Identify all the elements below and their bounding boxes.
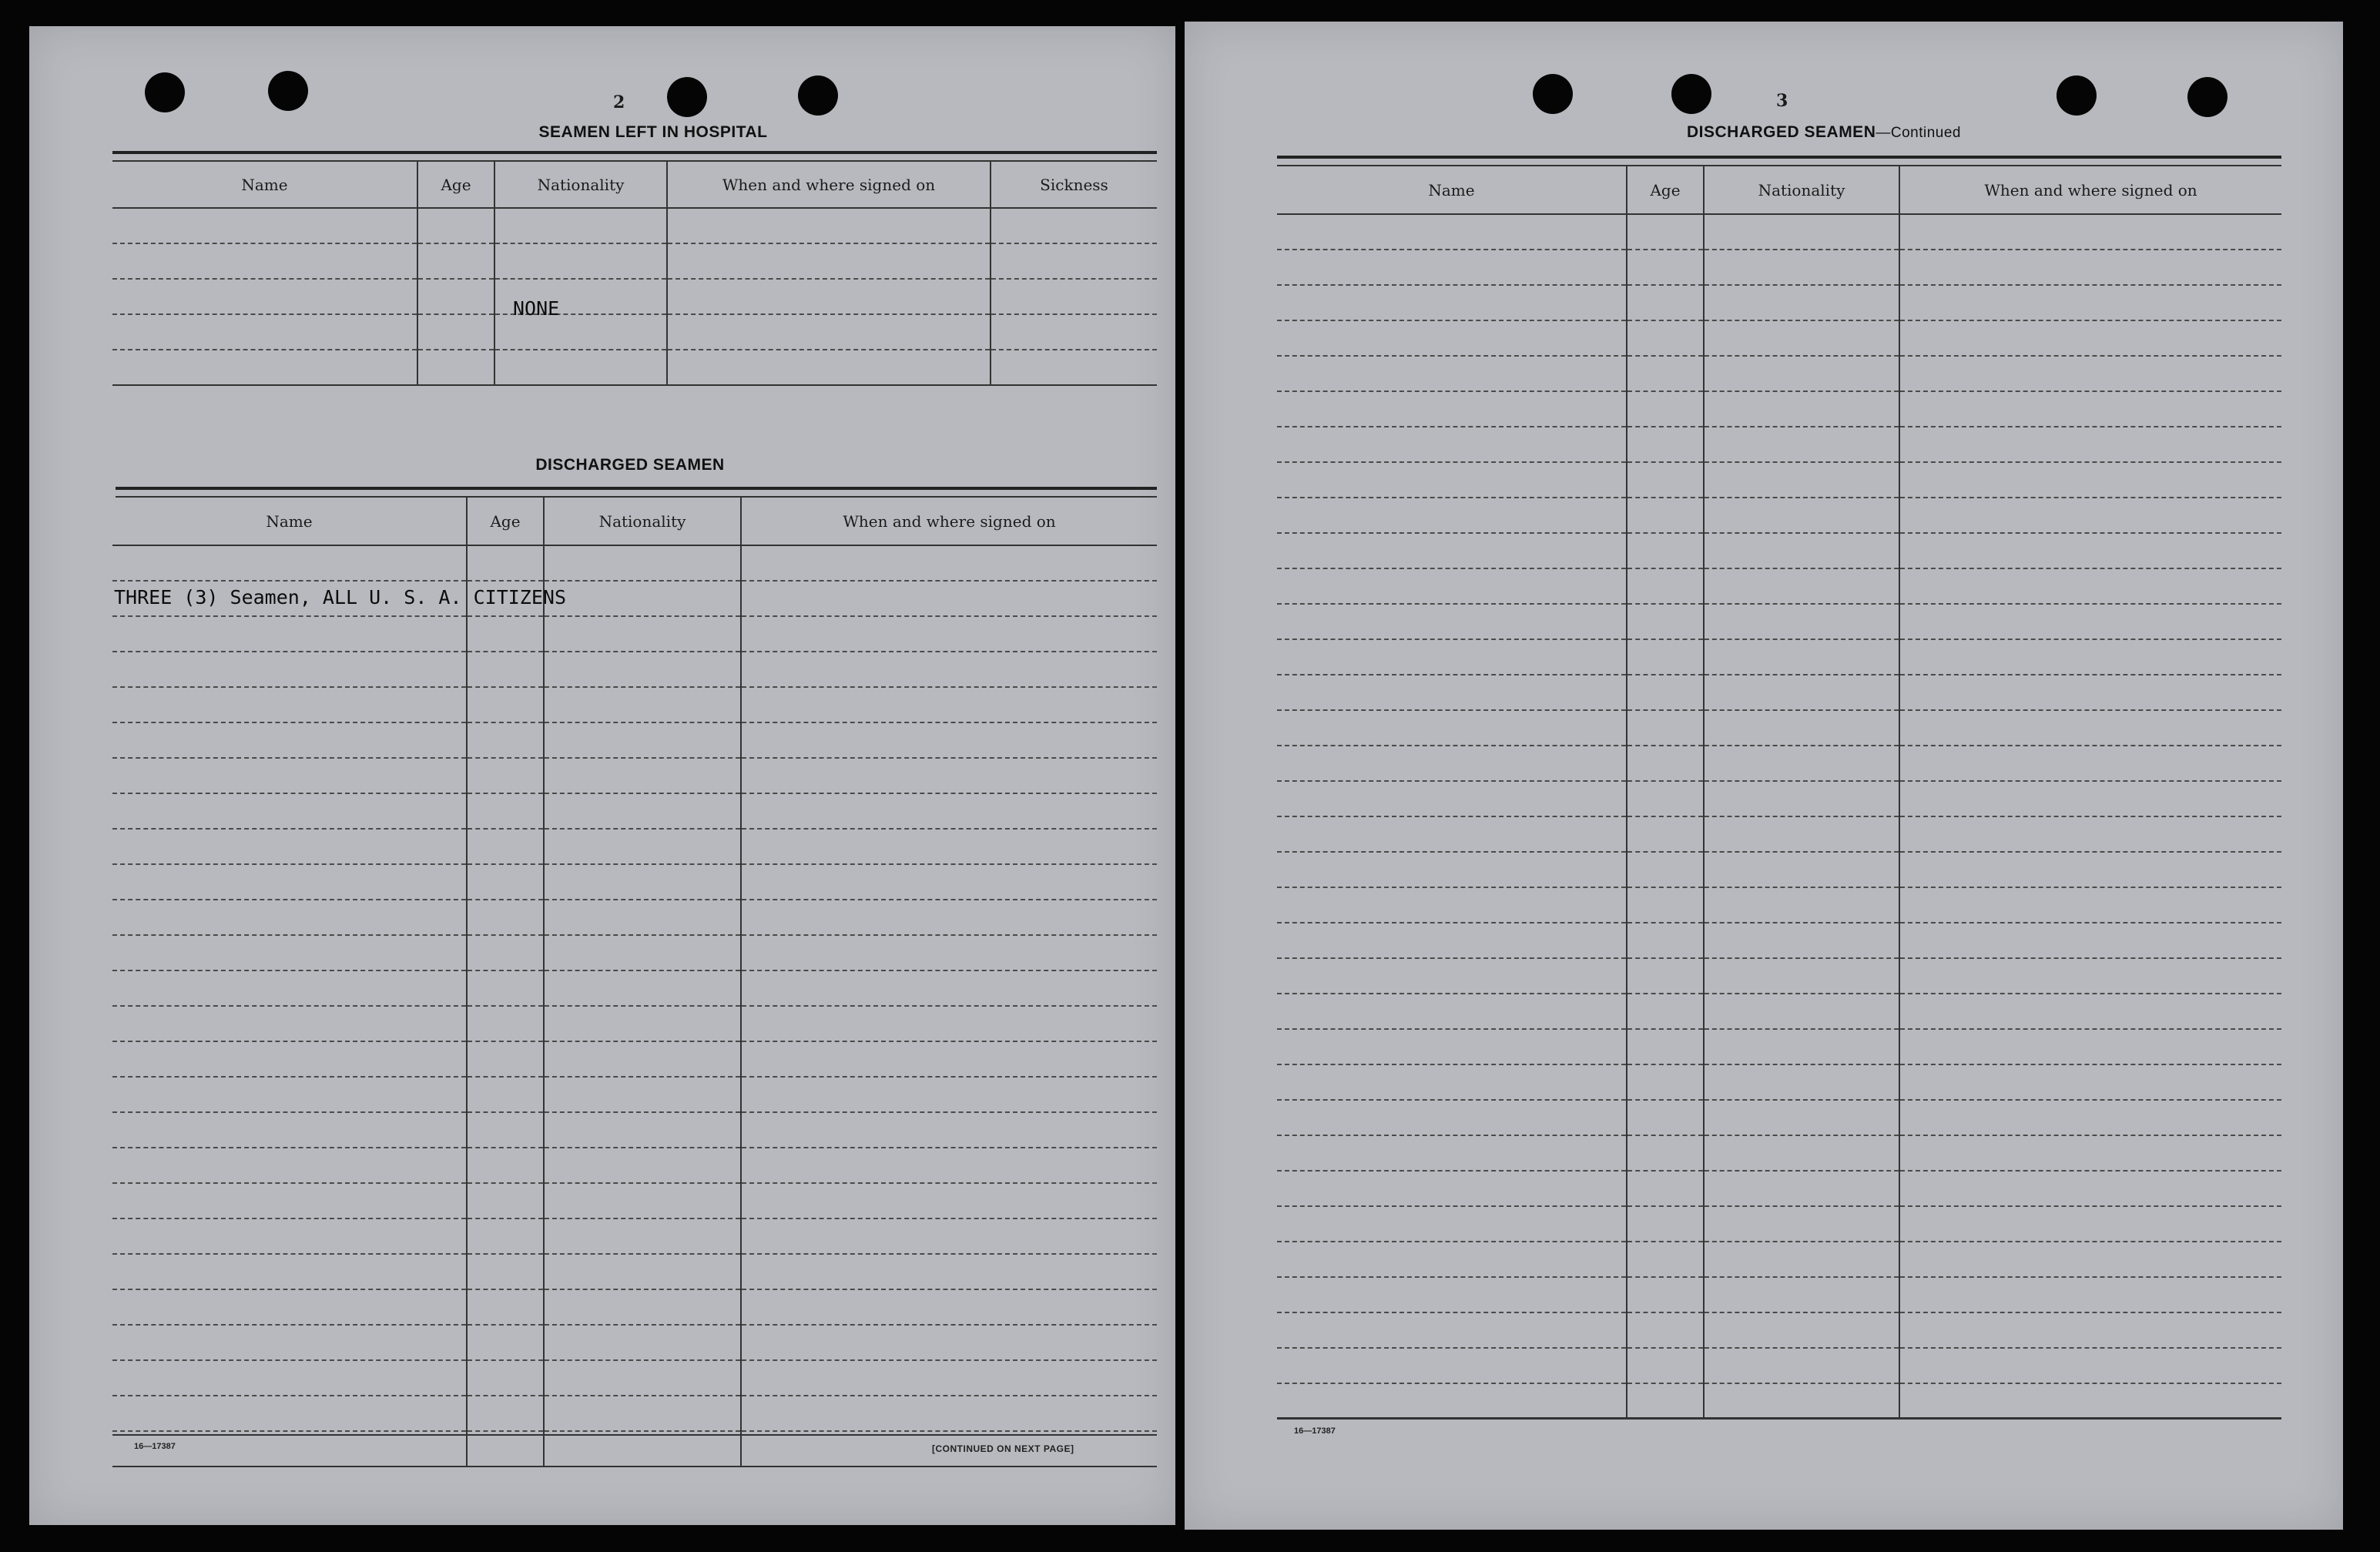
table-row xyxy=(1277,250,2281,285)
table-row xyxy=(112,900,1157,935)
punch-hole xyxy=(798,75,838,116)
table-row xyxy=(1277,604,2281,639)
column-header-age: Age xyxy=(467,498,544,545)
table-row xyxy=(1277,1064,2281,1100)
table-row xyxy=(1277,710,2281,746)
table-row xyxy=(112,1254,1157,1289)
table-row xyxy=(112,1325,1157,1360)
discharged-continued-title xyxy=(1570,123,2078,142)
table-row xyxy=(1277,994,2281,1029)
table-row xyxy=(112,208,1157,243)
table-row xyxy=(112,758,1157,793)
table-row xyxy=(1277,639,2281,675)
table-row xyxy=(1277,1242,2281,1277)
punch-hole xyxy=(667,77,707,117)
table-row xyxy=(1277,852,2281,887)
punch-hole xyxy=(268,71,308,111)
continued-note: [CONTINUED ON NEXT PAGE] xyxy=(932,1443,1074,1454)
table-row xyxy=(1277,781,2281,816)
table-row xyxy=(1277,1206,2281,1242)
table-row xyxy=(112,687,1157,722)
table-row xyxy=(1277,533,2281,568)
table-row xyxy=(1277,1383,2281,1419)
table-row xyxy=(112,935,1157,970)
column-header-signed-on: When and where signed on xyxy=(1899,166,2281,214)
bottom-rule xyxy=(1277,1417,2281,1419)
title-suffix: —Continued xyxy=(1876,125,1961,141)
table-row xyxy=(1277,887,2281,923)
table-row xyxy=(1277,816,2281,852)
table-row xyxy=(1277,1135,2281,1171)
table-row xyxy=(1277,285,2281,320)
table-row xyxy=(1277,675,2281,710)
title-main: DISCHARGED SEAMEN xyxy=(1687,123,1876,141)
column-header-age: Age xyxy=(417,162,494,208)
hospital-table xyxy=(112,162,1157,386)
column-header-name: Name xyxy=(112,498,467,545)
table-row xyxy=(1277,1312,2281,1348)
table-row xyxy=(112,1396,1157,1431)
table-row xyxy=(112,1289,1157,1325)
column-header-sickness: Sickness xyxy=(991,162,1157,208)
table-row xyxy=(112,829,1157,864)
table-row xyxy=(112,1041,1157,1077)
table-row xyxy=(112,864,1157,900)
punch-hole xyxy=(2057,75,2097,116)
table-row xyxy=(112,1360,1157,1396)
left-page xyxy=(29,26,1175,1525)
table-row xyxy=(112,1218,1157,1254)
discharged-top-rule xyxy=(116,487,1157,490)
column-header-nationality: Nationality xyxy=(544,498,741,545)
table-row xyxy=(112,1112,1157,1148)
right-page xyxy=(1185,22,2343,1530)
bottom-rule xyxy=(112,1434,1157,1436)
discharged-section-title: DISCHARGED SEAMEN xyxy=(535,456,725,474)
column-header-nationality: Nationality xyxy=(494,162,667,208)
table-row xyxy=(112,970,1157,1006)
table-row xyxy=(1277,746,2281,781)
table-row xyxy=(112,793,1157,829)
punch-hole xyxy=(145,72,185,112)
discharged-continued-table xyxy=(1277,166,2281,1420)
table-row xyxy=(1277,1348,2281,1383)
table-row xyxy=(1277,320,2281,356)
table-row xyxy=(112,279,1157,314)
table-row xyxy=(112,722,1157,758)
punch-hole xyxy=(2187,77,2227,117)
table-row xyxy=(112,545,1157,581)
column-header-signed-on: When and where signed on xyxy=(741,498,1157,545)
table-row xyxy=(112,652,1157,687)
column-header-nationality: Nationality xyxy=(1704,166,1899,214)
form-code: 16—17387 xyxy=(134,1442,176,1451)
hospital-entry: NONE xyxy=(513,297,560,320)
discharged-table xyxy=(112,498,1157,1467)
hospital-top-rule xyxy=(112,151,1157,154)
column-header-signed-on: When and where signed on xyxy=(667,162,991,208)
table-row xyxy=(112,1148,1157,1183)
hospital-section-title: SEAMEN LEFT IN HOSPITAL xyxy=(538,123,768,141)
table-row xyxy=(112,1006,1157,1041)
table-row xyxy=(1277,427,2281,462)
table-row xyxy=(1277,1029,2281,1064)
table-row xyxy=(1277,356,2281,391)
table-row xyxy=(1277,958,2281,994)
table-row xyxy=(1277,1171,2281,1206)
table-row xyxy=(112,1077,1157,1112)
column-header-age: Age xyxy=(1627,166,1704,214)
table-row xyxy=(1277,391,2281,427)
table-row xyxy=(112,350,1157,385)
column-header-name: Name xyxy=(1277,166,1627,214)
table-row xyxy=(112,1183,1157,1218)
table-row xyxy=(112,314,1157,350)
table-row xyxy=(1277,568,2281,604)
table-row xyxy=(1277,1100,2281,1135)
punch-hole xyxy=(1671,74,1711,114)
table-row xyxy=(1277,462,2281,498)
table-row xyxy=(1277,1277,2281,1312)
form-code: 16—17387 xyxy=(1294,1426,1336,1436)
discharged-entry: THREE (3) Seamen, ALL U. S. A. CITIZENS xyxy=(114,586,566,608)
table-row xyxy=(1277,498,2281,533)
table-row xyxy=(112,616,1157,652)
column-header-name: Name xyxy=(112,162,417,208)
discharged-top-rule xyxy=(1277,156,2281,159)
punch-hole xyxy=(1533,74,1573,114)
table-row xyxy=(112,243,1157,279)
table-row xyxy=(1277,214,2281,250)
page-number: 2 xyxy=(613,92,625,112)
table-row xyxy=(1277,923,2281,958)
page-number: 3 xyxy=(1776,91,1788,111)
